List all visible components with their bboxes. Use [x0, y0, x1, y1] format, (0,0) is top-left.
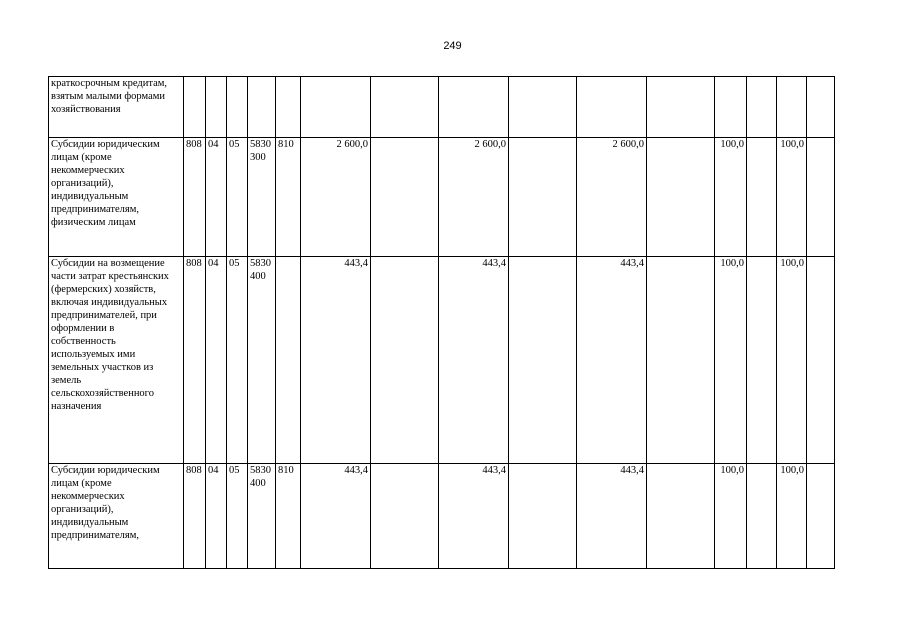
amount-2: 443,4: [439, 464, 509, 569]
percent-1: 100,0: [715, 138, 747, 257]
table-row: [49, 77, 835, 138]
amount-2: 443,4: [439, 257, 509, 464]
empty-cell: [807, 257, 835, 464]
ministry-code: [184, 77, 206, 138]
subsection-code: [227, 77, 248, 138]
empty-cell: [509, 257, 577, 464]
empty-cell: [807, 138, 835, 257]
amount-1: 2 600,0: [301, 138, 371, 257]
amount-3: [577, 77, 647, 138]
row-description: краткосрочным кредитам, взятым малыми формами хозяйствования: [49, 77, 184, 138]
empty-cell: [807, 77, 835, 138]
empty-cell: [371, 257, 439, 464]
section-code: 04: [206, 257, 227, 464]
empty-cell: [647, 464, 715, 569]
subsection-code: 05: [227, 464, 248, 569]
empty-cell: [647, 138, 715, 257]
empty-cell: [747, 464, 777, 569]
page-number: 249: [443, 40, 462, 52]
percent-2: [777, 77, 807, 138]
row-description: Субсидии юридическим лицам (кроме некоммерческих организаций), индивидуальным предпринимателям,: [49, 464, 184, 569]
empty-cell: [747, 77, 777, 138]
empty-cell: [371, 464, 439, 569]
target-code: 5830 400: [248, 464, 276, 569]
empty-cell: [647, 257, 715, 464]
amount-2: 2 600,0: [439, 138, 509, 257]
section-code: [206, 77, 227, 138]
amount-3: 443,4: [577, 464, 647, 569]
section-code: 04: [206, 464, 227, 569]
empty-cell: [509, 138, 577, 257]
amount-1: 443,4: [301, 464, 371, 569]
table-row: [49, 257, 835, 464]
target-code: 5830 400: [248, 257, 276, 464]
ministry-code: 808: [184, 464, 206, 569]
row-description: Субсидии на возмещение части затрат крестьянских (фермерских) хозяйств, включая индивидуальных предпринимателей, при оформлении в собственность используемых ими земельных участков из земель сельскохозяйственного назначения: [49, 257, 184, 464]
empty-cell: [371, 77, 439, 138]
empty-cell: [509, 464, 577, 569]
ministry-code: 808: [184, 257, 206, 464]
amount-3: 443,4: [577, 257, 647, 464]
percent-1: [715, 77, 747, 138]
empty-cell: [647, 77, 715, 138]
amount-1: [301, 77, 371, 138]
empty-cell: [371, 138, 439, 257]
percent-2: 100,0: [777, 464, 807, 569]
target-code: [248, 77, 276, 138]
amount-2: [439, 77, 509, 138]
empty-cell: [807, 464, 835, 569]
expense-type-code: 810: [276, 464, 301, 569]
subsection-code: 05: [227, 138, 248, 257]
expense-type-code: 810: [276, 138, 301, 257]
empty-cell: [747, 257, 777, 464]
percent-1: 100,0: [715, 464, 747, 569]
table-row: [49, 464, 835, 569]
subsection-code: 05: [227, 257, 248, 464]
table-row: [49, 138, 835, 257]
empty-cell: [509, 77, 577, 138]
empty-cell: [747, 138, 777, 257]
section-code: 04: [206, 138, 227, 257]
expense-type-code: [276, 257, 301, 464]
target-code: 5830 300: [248, 138, 276, 257]
amount-3: 2 600,0: [577, 138, 647, 257]
percent-2: 100,0: [777, 257, 807, 464]
ministry-code: 808: [184, 138, 206, 257]
percent-2: 100,0: [777, 138, 807, 257]
row-description: Субсидии юридическим лицам (кроме некоммерческих организаций), индивидуальным предпринимателям, физическим лицам: [49, 138, 184, 257]
amount-1: 443,4: [301, 257, 371, 464]
percent-1: 100,0: [715, 257, 747, 464]
expense-type-code: [276, 77, 301, 138]
budget-table: [48, 76, 835, 569]
